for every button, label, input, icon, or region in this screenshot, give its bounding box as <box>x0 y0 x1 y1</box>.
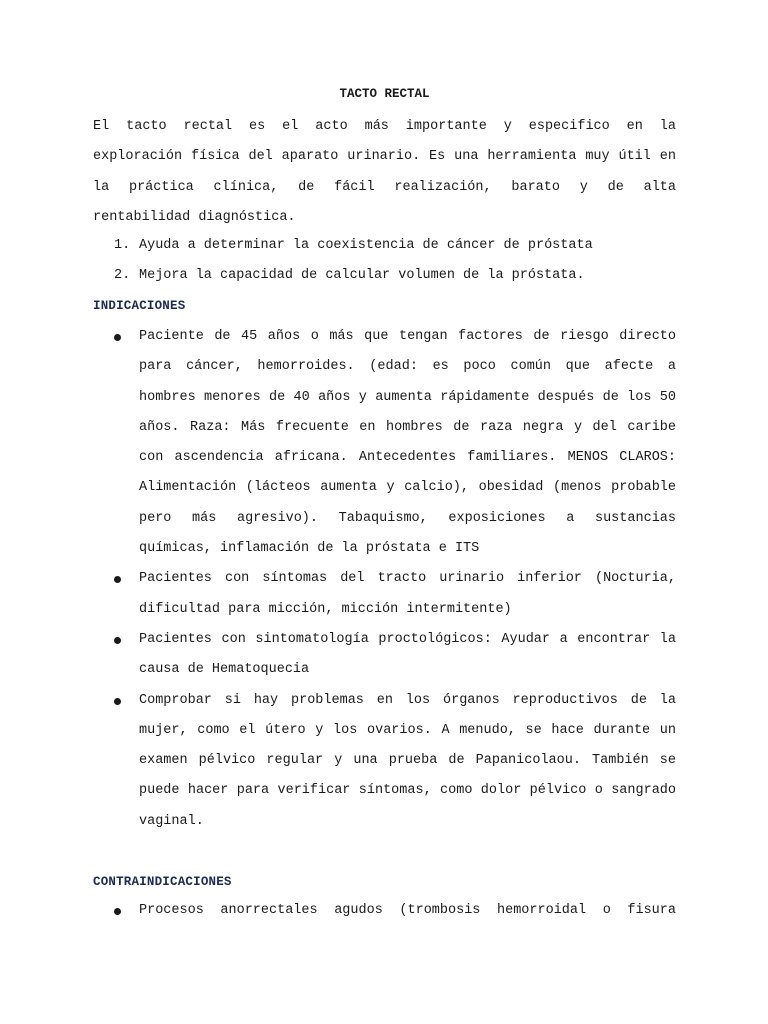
bullet-icon <box>114 698 121 705</box>
list-item-text: Ayuda a determinar la coexistencia de cáncer de próstata <box>139 238 593 253</box>
bullet-icon <box>114 576 121 583</box>
list-item-text: Pacientes con sintomatología proctológicos: Ayudar a encontrar la causa de Hematoquecia <box>139 631 676 678</box>
list-item <box>93 231 676 261</box>
list-item <box>93 564 676 625</box>
list-item-text: Paciente de 45 años o más que tengan factores de riesgo directo para cáncer, hemorroides. (edad: es poco común que afecte a hombres menores de 40 años y aumenta rápidamente después de los 50 años. Raza: Más frecuente en hombres de raza negra y del caribe con ascendencia africana. Antecedentes familiares. MENOS CLAROS: Alimentación (lácteos aumenta y calcio), obesidad (menos probable pero más agresivo). Tabaquismo, exposiciones a sustancias químicas, inflamación de la próstata e ITS <box>139 329 676 557</box>
list-number: 2. <box>114 268 131 284</box>
list-item <box>93 686 676 837</box>
contraindicaciones-list <box>93 896 676 926</box>
list-item-text: Mejora la capacidad de calcular volumen de la próstata. <box>139 268 585 284</box>
bullet-icon <box>114 334 121 341</box>
intro-paragraph: El tacto rectal es el acto más importante y especifico en la exploración física del aparato urinario. Es una herramienta muy útil en la práctica clínica, de fácil realización, barato y de alta rentabilidad diagnóstica. <box>93 119 676 225</box>
contraindicaciones-heading: CONTRAINDICACIONES <box>93 875 232 889</box>
list-item <box>93 625 676 686</box>
numbered-list <box>93 231 676 292</box>
list-number: 1. <box>114 238 131 253</box>
list-item-text: Comprobar si hay problemas en los órganos reproductivos de la mujer, como el útero y los ovarios. A menudo, se hace durante un examen pélvico regular y una prueba de Papanicolaou. También se puede hacer para verificar síntomas, como dolor pélvico o sangrado vaginal. <box>139 692 676 829</box>
indicaciones-heading: INDICACIONES <box>93 299 186 313</box>
bullet-icon <box>114 908 121 915</box>
list-item <box>93 896 676 926</box>
list-item-text: Procesos anorrectales agudos (trombosis hemorroidal o fisura <box>139 903 676 918</box>
list-item-text: Pacientes con síntomas del tracto urinario inferior (Nocturia, dificultad para micción, micción intermitente) <box>139 571 676 617</box>
document-title: TACTO RECTAL <box>339 87 430 101</box>
list-item <box>93 261 676 291</box>
bullet-icon <box>114 637 121 644</box>
list-item <box>93 322 676 564</box>
indicaciones-list <box>93 322 676 837</box>
